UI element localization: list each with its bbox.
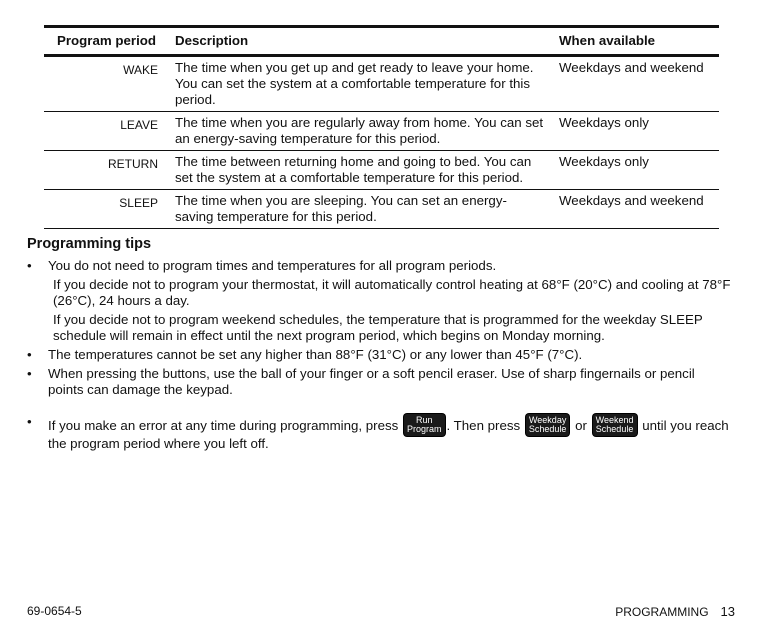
available-cell: Weekdays only [559,112,719,151]
key-label-line: Schedule [595,424,634,434]
tip-bullet: • The temperatures cannot be set any higher than 88°F (31°C) or any lower than 45°F (7°C). [27,347,733,363]
page-number: 13 [720,604,735,619]
weekday-schedule-key-icon [526,414,570,436]
run-program-key-icon [404,414,445,436]
tip-text: . Then press [446,418,524,433]
table-row [44,112,719,151]
table-header-row [44,28,719,56]
key-label-line: Weekend [595,415,634,425]
tips-heading: Programming tips [27,236,152,252]
tip-bullet: • You do not need to program times and temperatures for all program periods. [27,258,733,274]
section-name: PROGRAMMING [615,605,709,619]
description-cell: The time between returning home and going to bed. You can set the system at a comfortable temperature for this period. [175,151,559,190]
document-number: 69-0654-5 [27,604,82,618]
programming-tips-section [27,236,733,455]
available-cell: Weekdays and weekend [559,56,719,112]
description-cell: The time when you are sleeping. You can set an energy-saving temperature for this period. [175,190,559,229]
tip-bullet: • When pressing the buttons, use the ball of your finger or a soft pencil eraser. Use of sharp fingernails or pencil points can damage the keypad. [27,366,733,398]
table-row [44,56,719,112]
program-table [44,28,719,229]
tip-subparagraph: If you decide not to program your thermostat, it will automatically control heating at 68°F (20°C) and cooling at 78°F (26°C), 24 hours a day. [53,277,731,308]
header-program-period: Program period [44,28,175,56]
key-label-line: Program [407,424,442,434]
tip-text: If you make an error at any time during programming, press [48,418,402,433]
tip-subparagraph: If you decide not to program weekend schedules, the temperature that is programmed for the weekday SLEEP schedule will remain in effect until the next program period, which begins on Monday morning. [53,312,703,343]
header-description: Description [175,28,559,56]
program-period-table [44,25,719,229]
tip-bullet-error [27,414,733,452]
tip-text: until you reach the program period where you left off. [48,418,729,451]
key-label-line: Run [416,415,433,425]
key-label-line: Weekday [528,415,567,425]
description-cell: The time when you get up and get ready to leave your home. You can set the system at a comfortable temperature for this period. [175,56,559,112]
available-cell: Weekdays and weekend [559,190,719,229]
header-when-available: When available [559,28,719,56]
period-cell: SLEEP [44,190,175,229]
available-cell: Weekdays only [559,151,719,190]
description-cell: The time when you are regularly away from home. You can set an energy-saving temperature for this period. [175,112,559,151]
period-cell: RETURN [44,151,175,190]
table-row [44,151,719,190]
key-label-line: Schedule [528,424,567,434]
tip-text: or [571,418,591,433]
period-cell: LEAVE [44,112,175,151]
period-cell: WAKE [44,56,175,112]
table-row [44,190,719,229]
weekend-schedule-key-icon [593,414,637,436]
page-footer-right [615,604,735,619]
